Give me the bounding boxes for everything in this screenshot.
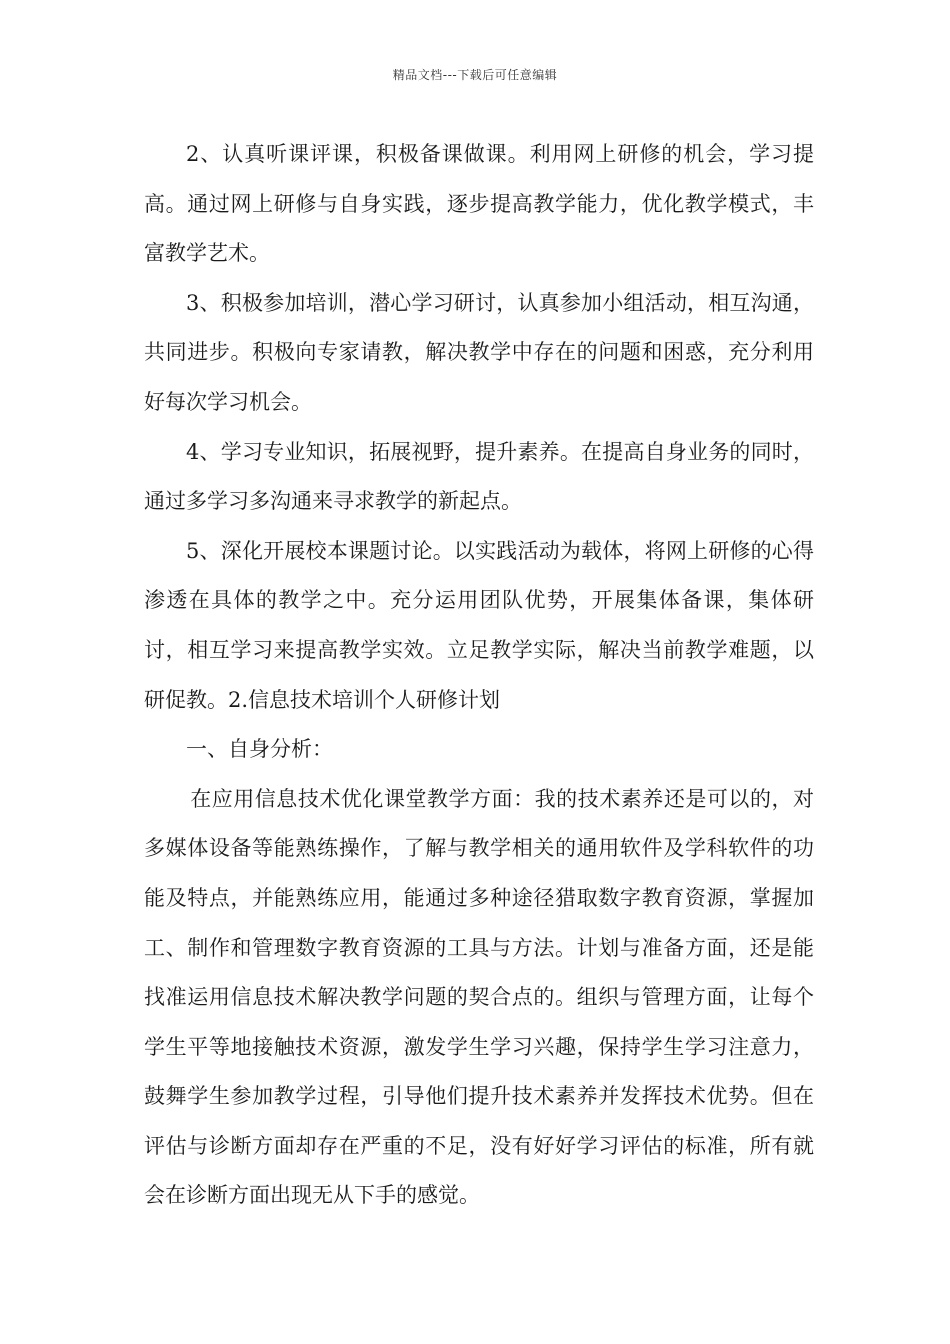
document-body <box>144 130 814 1221</box>
paragraph-item-4: 4、学习专业知识，拓展视野，提升素养。在提高自身业务的同时，通过多学习多沟通来寻求教学的新起点。 <box>144 439 814 514</box>
paragraph-item-2: 2、认真听课评课，积极备课做课。利用网上研修的机会，学习提高。通过网上研修与自身实践，逐步提高教学能力，优化教学模式，丰富教学艺术。 <box>144 142 814 266</box>
page-header: 精品文档---下载后可任意编辑 <box>392 68 558 82</box>
paragraph-item-5: 5、深化开展校本课题讨论。以实践活动为载体，将网上研修的心得渗透在具体的教学之中。充分运用团队优势，开展集体备课，集体研讨，相互学习来提高教学实效。立足教学实际，解决当前教学难题，以研促教。2.信息技术培训个人研修计划 <box>144 538 814 712</box>
paragraph-self-analysis: 在应用信息技术优化课堂教学方面：我的技术素养还是可以的，对多媒体设备等能熟练操作，了解与教学相关的通用软件及学科软件的功能及特点，并能熟练应用，能通过多种途径猎取数字教育资源，掌握加工、制作和管理数字教育资源的工具与方法。计划与准备方面，还是能找准运用信息技术解决教学问题的契合点的。组织与管理方面，让每个学生平等地接触技术资源，激发学生学习兴趣，保持学生学习注意力，鼓舞学生参加教学过程，引导他们提升技术素养并发挥技术优势。但在评估与诊断方面却存在严重的不足，没有好好学习评估的标准，所有就会在诊断方面出现无从下手的感觉。 <box>144 786 814 1208</box>
paragraph-item-3: 3、积极参加培训，潜心学习研讨，认真参加小组活动，相互沟通，共同进步。积极向专家请教，解决教学中存在的问题和困惑，充分利用好每次学习机会。 <box>144 290 814 414</box>
section-heading-self-analysis: 一、自身分析： <box>186 737 333 762</box>
